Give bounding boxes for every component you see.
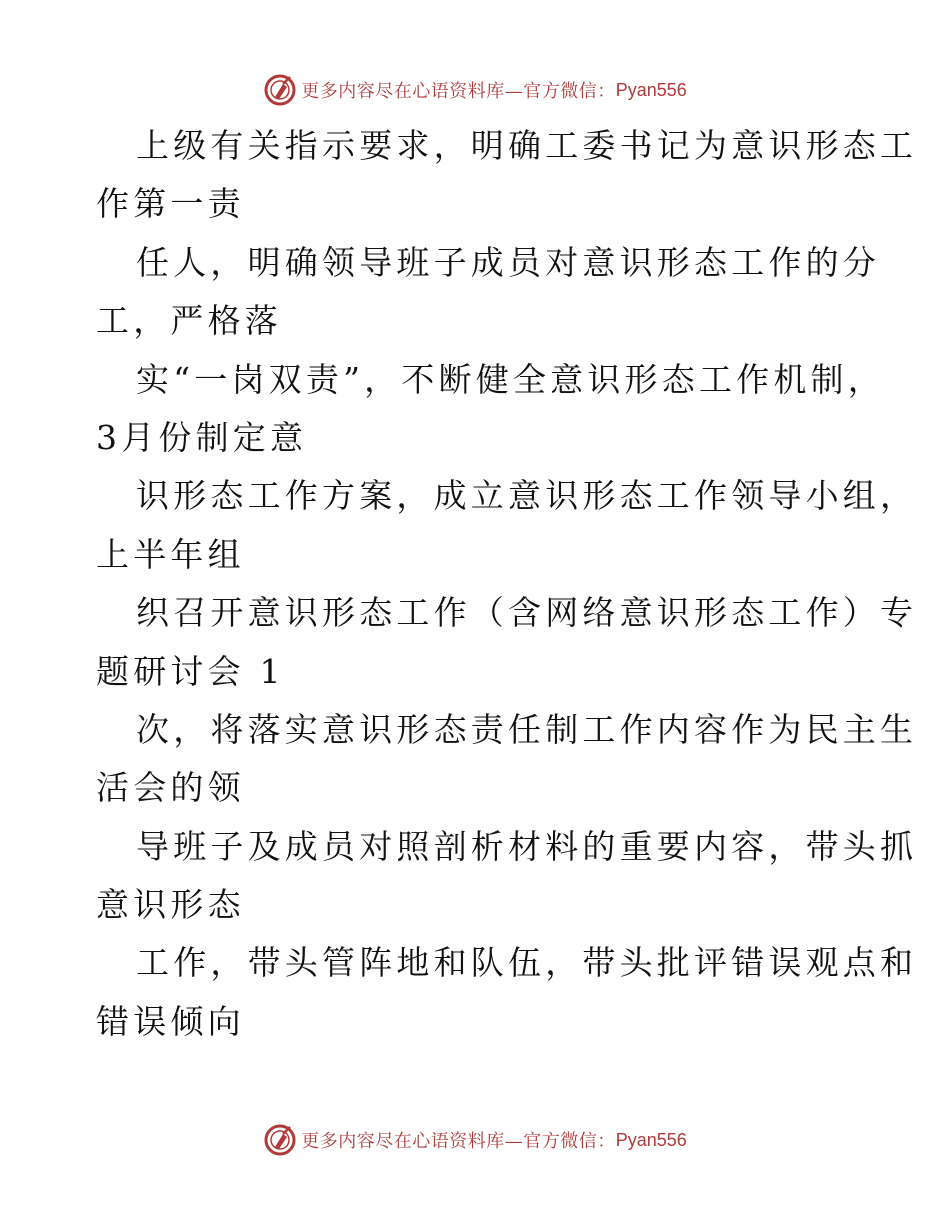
body-line: 上级有关指示要求，明确工委书记为意识形态工 — [136, 126, 918, 165]
body-line: 导班子及成员对照剖析材料的重要内容，带头抓 — [136, 826, 918, 866]
body-line: 错误倾向 — [96, 1001, 245, 1041]
header-banner-text: 更多内容尽在心语资料库—官方微信： — [301, 81, 616, 102]
body-line: 题研讨会 1 — [96, 651, 285, 691]
pen-nib-circle-logo-icon — [263, 1123, 297, 1157]
header-banner-wechat-id: Pyan556 — [615, 79, 687, 100]
pen-nib-circle-logo-icon — [263, 73, 297, 107]
body-line: 意识形态 — [96, 885, 245, 925]
body-line: 任人，明确领导班子成员对意识形态工作的分 — [136, 242, 880, 282]
body-line: 3月份制定意 — [96, 417, 308, 457]
body-line: 工，严格落 — [96, 301, 282, 341]
body-line: 实“一岗双责”，不断健全意识形态工作机制， — [136, 359, 885, 399]
body-line: 次，将落实意识形态责任制工作内容作为民主生 — [136, 709, 918, 749]
footer-banner-text: 更多内容尽在心语资料库—官方微信： — [301, 1131, 616, 1152]
body-line: 识形态工作方案，成立意识形态工作领导小组， — [136, 476, 918, 516]
body-line: 上半年组 — [96, 534, 245, 574]
body-line: 活会的领 — [96, 768, 245, 808]
footer-banner-wechat-id: Pyan556 — [615, 1129, 687, 1150]
document-body — [96, 117, 918, 1051]
body-line: 工作，带头管阵地和队伍，带头批评错误观点和 — [136, 943, 918, 983]
body-line: 作第一责 — [96, 184, 245, 224]
footer-banner — [0, 1120, 950, 1160]
header-banner — [0, 70, 950, 110]
body-line: 织召开意识形态工作（含网络意识形态工作）专 — [136, 593, 918, 633]
